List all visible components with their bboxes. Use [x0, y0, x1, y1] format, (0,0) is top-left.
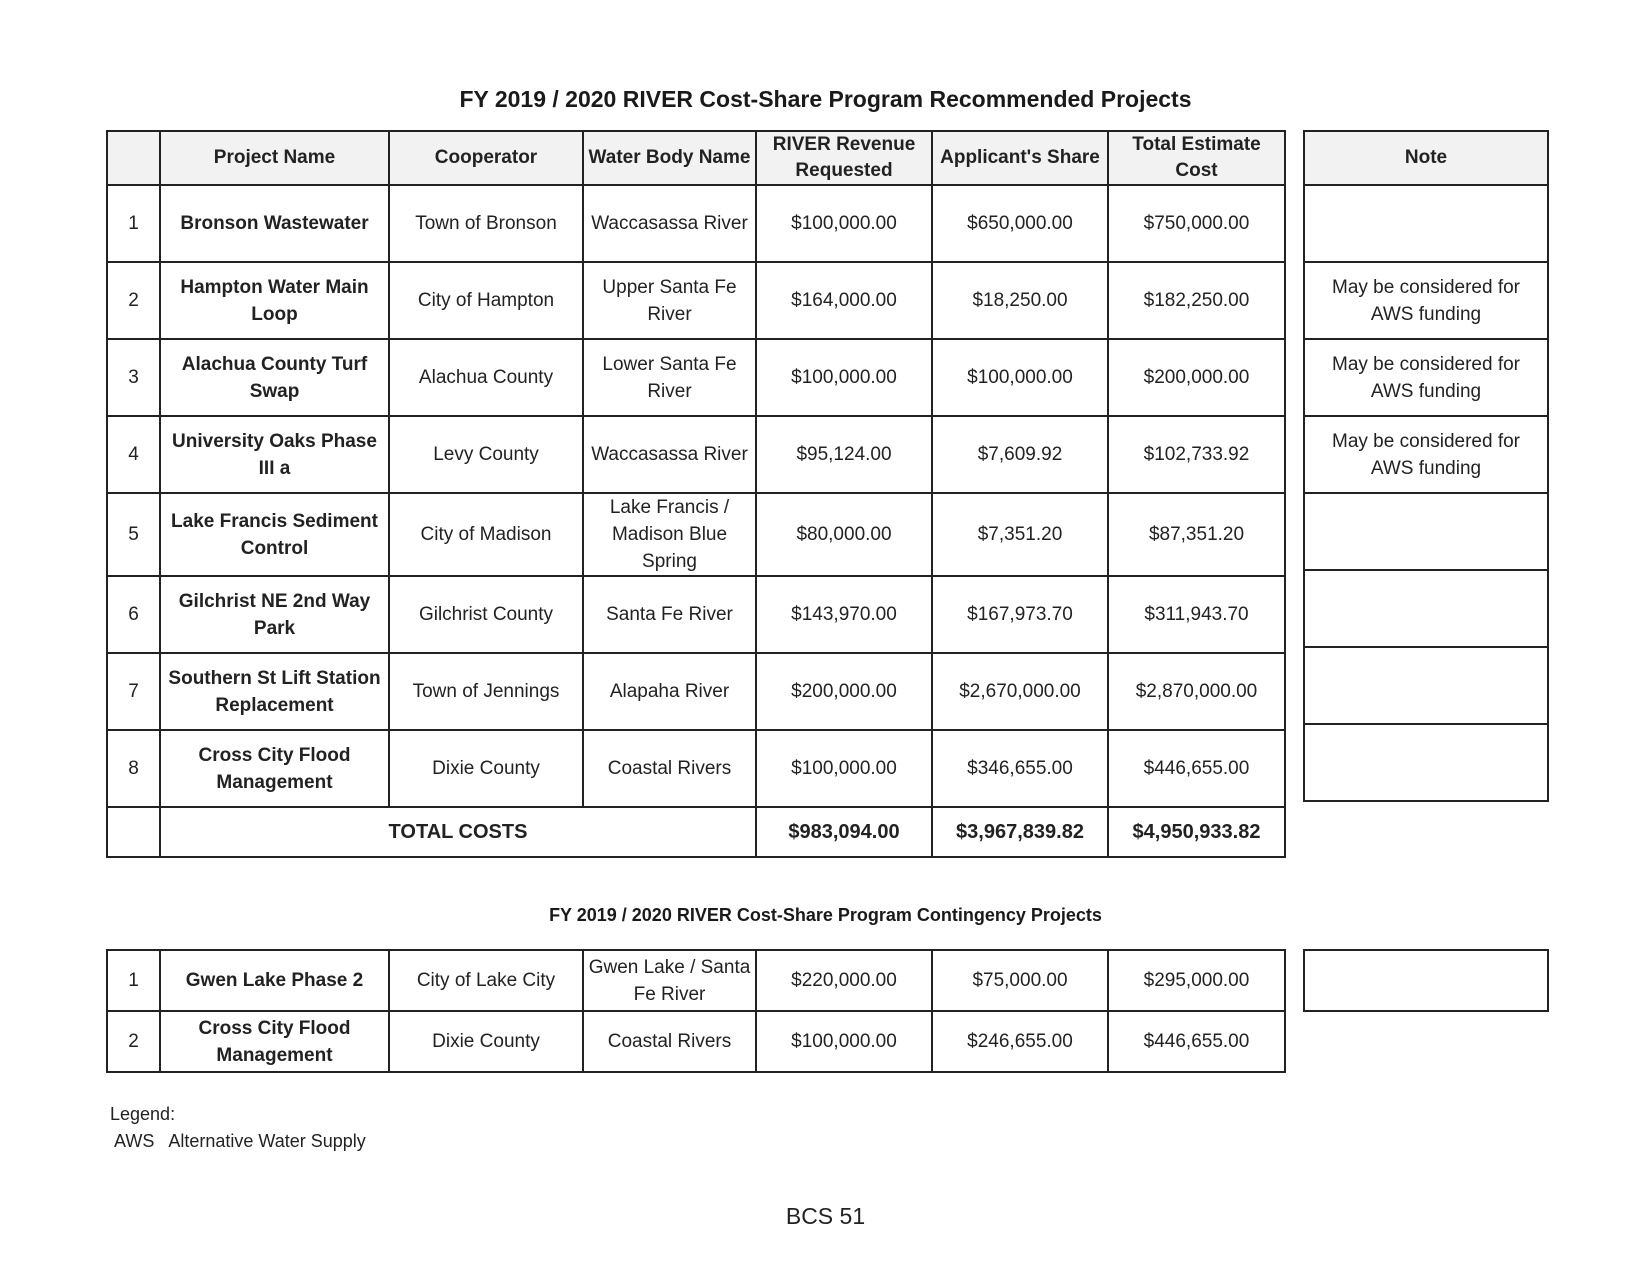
applicant-share: $75,000.00 [932, 950, 1108, 1011]
river-revenue-requested: $80,000.00 [756, 493, 932, 576]
table-row [107, 493, 1285, 576]
river-revenue-requested: $100,000.00 [756, 730, 932, 807]
applicant-share: $7,351.20 [932, 493, 1108, 576]
note-row [1304, 493, 1548, 570]
river-revenue-requested: $143,970.00 [756, 576, 932, 653]
water-body-name: Alapaha River [583, 653, 756, 730]
water-body-name: Waccasassa River [583, 185, 756, 262]
contingency-title: FY 2019 / 2020 RIVER Cost-Share Program Contingency Projects [549, 905, 1102, 925]
legend-title: Legend: [110, 1104, 176, 1124]
table-row [107, 185, 1285, 262]
applicant-share: $650,000.00 [932, 185, 1108, 262]
row-number: 3 [107, 339, 160, 416]
table-row [107, 339, 1285, 416]
note-cell [1304, 185, 1548, 262]
note-row [1304, 950, 1548, 1011]
recommended-projects-table [106, 130, 1286, 858]
applicant-share: $346,655.00 [932, 730, 1108, 807]
project-name: Alachua County Turf Swap [160, 339, 389, 416]
table-row [107, 576, 1285, 653]
cooperator: Alachua County [389, 339, 583, 416]
row-number: 1 [107, 950, 160, 1011]
note-header-row [1304, 131, 1548, 185]
applicant-share: $100,000.00 [932, 339, 1108, 416]
note-row [1304, 724, 1548, 801]
water-body-name: Upper Santa Fe River [583, 262, 756, 339]
total-estimate-cost: $750,000.00 [1108, 185, 1285, 262]
table-row [107, 730, 1285, 807]
river-revenue-requested: $200,000.00 [756, 653, 932, 730]
table-row [107, 653, 1285, 730]
header-cooperator: Cooperator [389, 131, 583, 185]
cooperator: City of Lake City [389, 950, 583, 1011]
note-cell: May be considered for AWS funding [1304, 262, 1548, 339]
note-table [1303, 130, 1549, 802]
note-row [1304, 262, 1548, 339]
total-estimate-cost: $446,655.00 [1108, 1011, 1285, 1072]
total-estimate-cost: $311,943.70 [1108, 576, 1285, 653]
project-name: Cross City Flood Management [160, 1011, 389, 1072]
project-name: University Oaks Phase III a [160, 416, 389, 493]
note-cell [1304, 647, 1548, 724]
table-row [107, 1011, 1285, 1072]
river-revenue-requested: $220,000.00 [756, 950, 932, 1011]
project-name: Hampton Water Main Loop [160, 262, 389, 339]
water-body-name: Waccasassa River [583, 416, 756, 493]
applicant-share: $2,670,000.00 [932, 653, 1108, 730]
header-total-cost: Total Estimate Cost [1108, 131, 1285, 185]
total-estimate-cost: $2,870,000.00 [1108, 653, 1285, 730]
row-number: 7 [107, 653, 160, 730]
water-body-name: Santa Fe River [583, 576, 756, 653]
project-name: Southern St Lift Station Replacement [160, 653, 389, 730]
header-project-name: Project Name [160, 131, 389, 185]
total-num-cell [107, 807, 160, 857]
cooperator: Dixie County [389, 1011, 583, 1072]
applicant-share: $167,973.70 [932, 576, 1108, 653]
page-title: FY 2019 / 2020 RIVER Cost-Share Program Recommended Projects [459, 86, 1192, 112]
total-row [107, 807, 1285, 857]
river-revenue-requested: $95,124.00 [756, 416, 932, 493]
total-estimate-cost: $182,250.00 [1108, 262, 1285, 339]
cooperator: City of Madison [389, 493, 583, 576]
row-number: 6 [107, 576, 160, 653]
header-note: Note [1304, 131, 1548, 185]
applicant-share: $246,655.00 [932, 1011, 1108, 1072]
water-body-name: Lake Francis / Madison Blue Spring [583, 493, 756, 576]
note-row [1304, 647, 1548, 724]
project-name: Gwen Lake Phase 2 [160, 950, 389, 1011]
note-row [1304, 416, 1548, 493]
note-cell [1304, 493, 1548, 570]
table-row [107, 950, 1285, 1011]
total-estimate-cost: $295,000.00 [1108, 950, 1285, 1011]
note-cell: May be considered for AWS funding [1304, 416, 1548, 493]
project-name: Cross City Flood Management [160, 730, 389, 807]
row-number: 2 [107, 1011, 160, 1072]
header-row [107, 131, 1285, 185]
cooperator: Gilchrist County [389, 576, 583, 653]
cooperator: Town of Bronson [389, 185, 583, 262]
project-name: Lake Francis Sediment Control [160, 493, 389, 576]
project-name: Gilchrist NE 2nd Way Park [160, 576, 389, 653]
total-river-revenue: $983,094.00 [756, 807, 932, 857]
table-row [107, 416, 1285, 493]
cooperator: Levy County [389, 416, 583, 493]
contingency-projects-table [106, 949, 1286, 1073]
row-number: 2 [107, 262, 160, 339]
legend-meaning: Alternative Water Supply [168, 1131, 366, 1151]
header-river-revenue: RIVER Revenue Requested [756, 131, 932, 185]
table-row [107, 262, 1285, 339]
note-row [1304, 185, 1548, 262]
river-revenue-requested: $100,000.00 [756, 339, 932, 416]
total-estimate-cost: $200,000.00 [1108, 339, 1285, 416]
cooperator: City of Hampton [389, 262, 583, 339]
water-body-name: Coastal Rivers [583, 730, 756, 807]
note-row [1304, 339, 1548, 416]
note-row [1304, 570, 1548, 647]
header-water-body: Water Body Name [583, 131, 756, 185]
water-body-name: Gwen Lake / Santa Fe River [583, 950, 756, 1011]
row-number: 1 [107, 185, 160, 262]
row-number: 5 [107, 493, 160, 576]
legend-entry [114, 1131, 376, 1152]
water-body-name: Lower Santa Fe River [583, 339, 756, 416]
total-estimate-cost: $4,950,933.82 [1108, 807, 1285, 857]
note-cell [1304, 950, 1548, 1011]
row-number: 4 [107, 416, 160, 493]
total-estimate-cost: $446,655.00 [1108, 730, 1285, 807]
note-cell [1304, 724, 1548, 801]
river-revenue-requested: $100,000.00 [756, 185, 932, 262]
row-number: 8 [107, 730, 160, 807]
contingency-note-table [1303, 949, 1549, 1012]
legend-abbr: AWS [114, 1131, 155, 1151]
applicant-share: $18,250.00 [932, 262, 1108, 339]
river-revenue-requested: $164,000.00 [756, 262, 932, 339]
cooperator: Town of Jennings [389, 653, 583, 730]
header-applicant-share: Applicant's Share [932, 131, 1108, 185]
project-name: Bronson Wastewater [160, 185, 389, 262]
total-estimate-cost: $87,351.20 [1108, 493, 1285, 576]
river-revenue-requested: $100,000.00 [756, 1011, 932, 1072]
total-estimate-cost: $102,733.92 [1108, 416, 1285, 493]
header-num [107, 131, 160, 185]
cooperator: Dixie County [389, 730, 583, 807]
note-cell: May be considered for AWS funding [1304, 339, 1548, 416]
applicant-share: $7,609.92 [932, 416, 1108, 493]
page-number: BCS 51 [785, 1203, 866, 1229]
water-body-name: Coastal Rivers [583, 1011, 756, 1072]
note-cell [1304, 570, 1548, 647]
total-applicant-share: $3,967,839.82 [932, 807, 1108, 857]
total-label: TOTAL COSTS [160, 807, 756, 857]
